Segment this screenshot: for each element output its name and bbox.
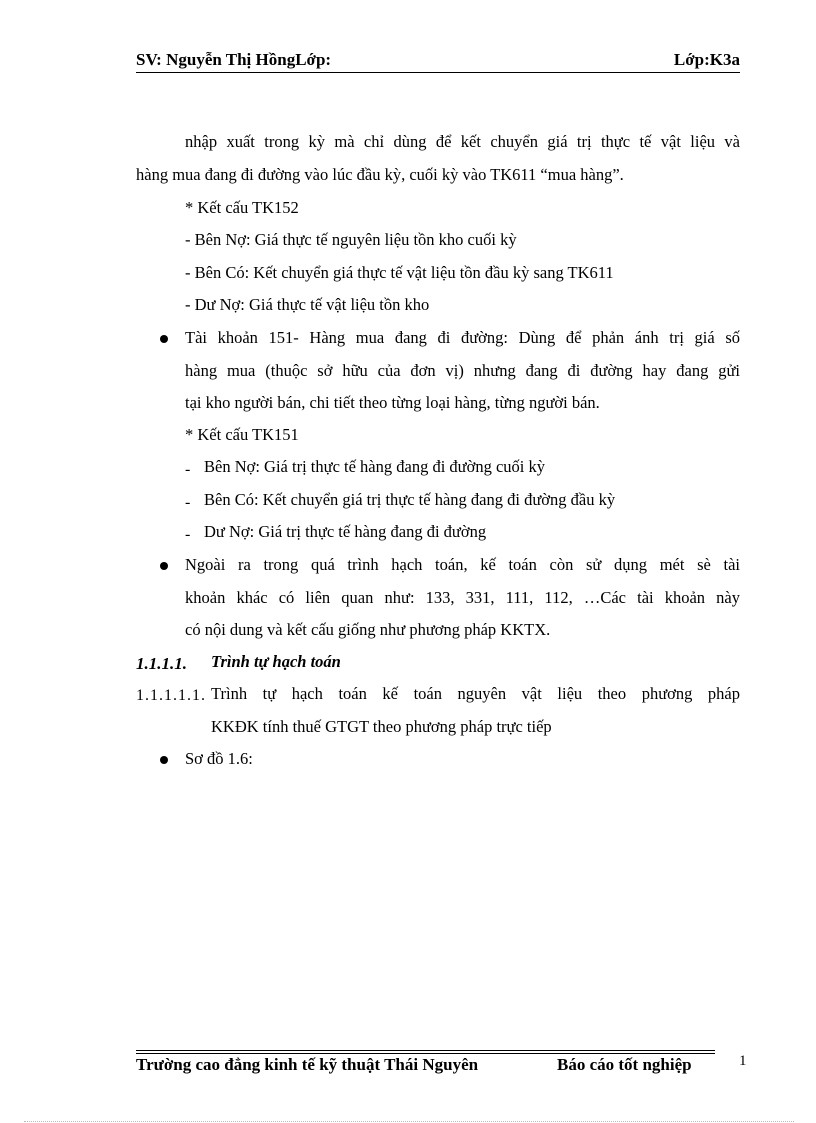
tk151-title: * Kết cấu TK151 bbox=[185, 425, 299, 444]
paragraph-line: nhập xuất trong kỳ mà chỉ dùng để kết chuyển giá trị thực tế vật liệu và bbox=[185, 132, 740, 151]
subheading-line: KKĐK tính thuế GTGT theo phương pháp trực tiếp bbox=[211, 717, 552, 736]
other-accounts-line: khoản khác có liên quan như: 133, 331, 111, 112, …Các tài khoản này bbox=[185, 588, 740, 607]
other-accounts-line: có nội dung và kết cấu giống như phương pháp KKTX. bbox=[185, 620, 551, 639]
bullet-icon bbox=[160, 562, 168, 570]
dash-icon: - bbox=[185, 461, 191, 478]
tk151-desc-line: Tài khoản 151- Hàng mua đang đi đường: Dùng để phản ánh trị giá số bbox=[185, 328, 740, 347]
footer-school: Trường cao đẳng kinh tế kỹ thuật Thái Nguyên bbox=[136, 1055, 479, 1074]
bullet-icon bbox=[160, 335, 168, 343]
footer-rule bbox=[136, 1050, 715, 1051]
paragraph-line: hàng mua đang đi đường vào lúc đầu kỳ, cuối kỳ vào TK611 “mua hàng”. bbox=[136, 165, 624, 184]
footer-report: Báo cáo tốt nghiệp bbox=[557, 1055, 692, 1074]
tk152-balance: - Dư Nợ: Giá thực tế vật liệu tồn kho bbox=[185, 295, 430, 314]
tk151-balance: Dư Nợ: Giá trị thực tế hàng đang đi đường bbox=[204, 522, 487, 541]
diagram-label: Sơ đồ 1.6: bbox=[185, 749, 253, 768]
tk152-debit: - Bên Nợ: Giá thực tế nguyên liệu tồn kho cuối kỳ bbox=[185, 230, 517, 249]
dash-icon: - bbox=[185, 494, 191, 511]
subheading-number: 1.1.1.1.1. bbox=[136, 687, 206, 704]
page-header bbox=[136, 50, 740, 70]
tk151-debit: Bên Nợ: Giá trị thực tế hàng đang đi đường cuối kỳ bbox=[204, 457, 545, 476]
header-student: SV: Nguyễn Thị HồngLớp: bbox=[136, 50, 332, 69]
tk152-title: * Kết cấu TK152 bbox=[185, 198, 299, 217]
tk151-desc-line: tại kho người bán, chi tiết theo từng loại hàng, từng người bán. bbox=[185, 393, 600, 412]
footer-rule bbox=[136, 1053, 715, 1054]
page-edge bbox=[24, 1121, 794, 1122]
page-number: 1 bbox=[739, 1053, 747, 1069]
heading-title: Trình tự hạch toán bbox=[211, 652, 341, 671]
subheading-line: Trình tự hạch toán kế toán nguyên vật liệu theo phương pháp bbox=[211, 684, 740, 703]
tk151-credit: Bên Có: Kết chuyển giá trị thực tế hàng đang đi đường đầu kỳ bbox=[204, 490, 616, 509]
header-rule bbox=[136, 72, 740, 73]
heading-number: 1.1.1.1. bbox=[136, 654, 187, 673]
header-class: Lớp:K3a bbox=[673, 50, 740, 69]
other-accounts-line: Ngoài ra trong quá trình hạch toán, kế toán còn sử dụng mét sè tài bbox=[185, 555, 740, 574]
tk152-credit: - Bên Có: Kết chuyển giá thực tế vật liệu tồn đầu kỳ sang TK611 bbox=[185, 263, 614, 282]
tk151-desc-line: hàng mua (thuộc sở hữu của đơn vị) nhưng đang đi đường hay đang gửi bbox=[185, 361, 740, 380]
dash-icon: - bbox=[185, 526, 191, 543]
bullet-icon bbox=[160, 756, 168, 764]
